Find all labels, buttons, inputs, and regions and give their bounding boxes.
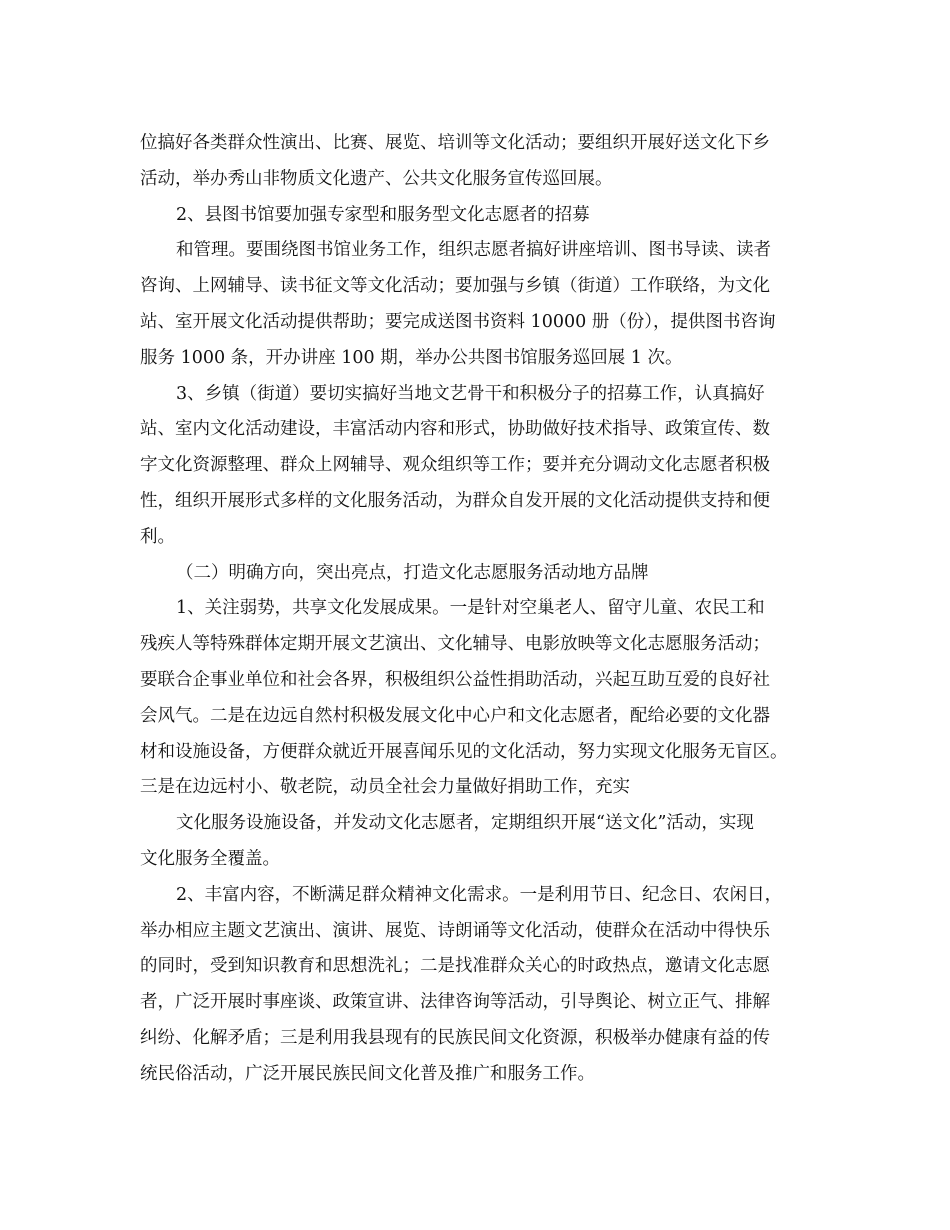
text-line: 要联合企事业单位和社会各界，积极组织公益性捐助活动，兴起互助互爱的良好社 [140,669,770,690]
text-line: 统民俗活动，广泛开展民族民间文化普及推广和服务工作。 [140,1063,595,1084]
text-line: 站、室开展文化活动提供帮助；要完成送图书资料 10000 册（份），提供图书咨询 [140,311,776,332]
text-line: 1、关注弱势，共享文化发展成果。一是针对空巢老人、留守儿童、农民工和 [176,598,765,619]
text-line: 3、乡镇（街道）要切实搞好当地文艺骨干和积极分子的招募工作，认真搞好 [176,383,765,404]
text-line: 和管理。要围绕图书馆业务工作，组织志愿者搞好讲座培训、图书导读、读者 [176,240,771,261]
text-line: 字文化资源整理、群众上网辅导、观众组织等工作；要并充分调动文化志愿者积极 [140,455,770,476]
text-line: 活动，举办秀山非物质文化遗产、公共文化服务宣传巡回展。 [140,168,613,189]
text-line: 三是在边远村小、敬老院，动员全社会力量做好捐助工作，充实 [140,777,630,798]
text-line: 站、室内文化活动建设，丰富活动内容和形式，协助做好技术指导、政策宣传、数 [140,419,770,440]
text-line: 纠纷、化解矛盾；三是利用我县现有的民族民间文化资源，积极举办健康有益的传 [140,1027,770,1048]
text-line: 性，组织开展形式多样的文化服务活动，为群众自发开展的文化活动提供支持和便 [140,490,770,511]
text-line: 2、丰富内容，不断满足群众精神文化需求。一是利用节日、纪念日、农闲日， [176,884,783,905]
text-line: 会风气。二是在边远自然村积极发展文化中心户和文化志愿者，配给必要的文化器 [140,705,770,726]
text-line: 的同时，受到知识教育和思想洗礼；二是找准群众关心的时政热点，邀请文化志愿 [140,956,770,977]
document-body [140,126,812,1093]
text-line: 文化服务全覆盖。 [140,848,280,869]
text-line: 材和设施设备，方便群众就近开展喜闻乐见的文化活动，努力实现文化服务无盲区。 [140,741,788,762]
text-line: 利。 [140,526,175,547]
text-line: （二）明确方向，突出亮点，打造文化志愿服务活动地方品牌 [176,562,649,583]
text-line: 服务 1000 条，开办讲座 100 期，举办公共图书馆服务巡回展 1 次。 [140,347,683,368]
text-line: 者，广泛开展时事座谈、政策宣讲、法律咨询等活动，引导舆论、树立正气、排解 [140,992,770,1013]
text-line: 举办相应主题文艺演出、演讲、展览、诗朗诵等文化活动，使群众在活动中得快乐 [140,920,770,941]
text-line: 残疾人等特殊群体定期开展文艺演出、文化辅导、电影放映等文化志愿服务活动； [140,634,770,655]
text-line: 2、县图书馆要加强专家型和服务型文化志愿者的招募 [176,204,590,225]
text-line: 咨询、上网辅导、读书征文等文化活动；要加强与乡镇（街道）工作联络，为文化 [140,276,770,297]
text-line: 文化服务设施设备，并发动文化志愿者，定期组织开展“送文化”活动，实现 [176,813,754,834]
text-line: 位搞好各类群众性演出、比赛、展览、培训等文化活动；要组织开展好送文化下乡 [140,133,770,153]
